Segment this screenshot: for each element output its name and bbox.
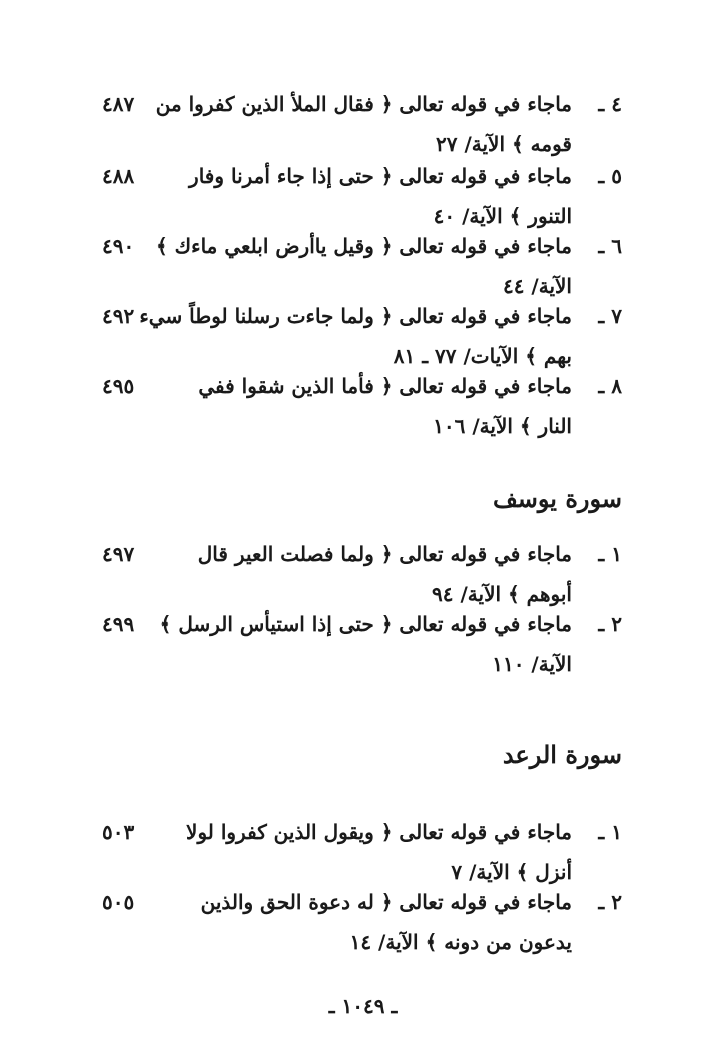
entry-page-number: ٤٩٧ [102,542,135,566]
entry-text: ماجاء في قوله تعالى ﴿ له دعوة الحق والذين [200,890,572,914]
surah-heading: سورة يوسف [492,484,622,513]
page-number-footer: ـ ١٠٤٩ ـ [328,994,398,1018]
entry-page-number: ٥٠٥ [102,890,135,914]
entry-page-number: ٤٩٢ [102,304,135,328]
entry-number: ٢ ـ [598,612,622,636]
entry-number: ٥ ـ [598,164,622,188]
entry-page-number: ٤٨٧ [102,92,135,116]
entry-page-number: ٤٩٠ [102,234,135,258]
entry-number: ٧ ـ [598,304,622,328]
entry-text-continued: النار ﴾ الآية/ ١٠٦ [433,414,572,438]
surah-heading: سورة الرعد [502,740,622,769]
entry-number: ٤ ـ [598,92,622,116]
entry-page-number: ٤٩٩ [102,612,135,636]
entry-text: ماجاء في قوله تعالى ﴿ ولما جاءت رسلنا لوطاً سيء [139,304,572,328]
entry-text-continued: بهم ﴾ الآيات/ ٧٧ ـ ٨١ [393,344,572,368]
entry-text-continued: يدعون من دونه ﴾ الآية/ ١٤ [349,930,572,954]
entry-number: ١ ـ [598,542,622,566]
entry-text: ماجاء في قوله تعالى ﴿ فقال الملأ الذين كفروا من [155,92,572,116]
entry-text-continued: الآية/ ١١٠ [492,652,572,676]
entry-number: ٢ ـ [598,890,622,914]
entry-text-continued: قومه ﴾ الآية/ ٢٧ [436,132,572,156]
entry-text-continued: الآية/ ٤٤ [502,274,572,298]
entry-text: ماجاء في قوله تعالى ﴿ ويقول الذين كفروا لولا [186,820,572,844]
entry-text: ماجاء في قوله تعالى ﴿ فأما الذين شقوا ففي [198,374,572,398]
entry-text-continued: أنزل ﴾ الآية/ ٧ [451,860,572,884]
entry-number: ١ ـ [598,820,622,844]
entry-text-continued: التنور ﴾ الآية/ ٤٠ [433,204,572,228]
entry-text: ماجاء في قوله تعالى ﴿ وقيل ياأرض ابلعي ماءك ﴾ [156,234,572,258]
entry-text-continued: أبوهم ﴾ الآية/ ٩٤ [432,582,572,606]
entry-text: ماجاء في قوله تعالى ﴿ حتى إذا جاء أمرنا وفار [189,164,572,188]
entry-number: ٨ ـ [598,374,622,398]
entry-number: ٦ ـ [598,234,622,258]
entry-page-number: ٤٩٥ [102,374,135,398]
entry-text: ماجاء في قوله تعالى ﴿ ولما فصلت العير قال [197,542,572,566]
entry-page-number: ٤٨٨ [102,164,135,188]
entry-text: ماجاء في قوله تعالى ﴿ حتى إذا استيأس الرسل ﴾ [159,612,572,636]
entry-page-number: ٥٠٣ [102,820,135,844]
